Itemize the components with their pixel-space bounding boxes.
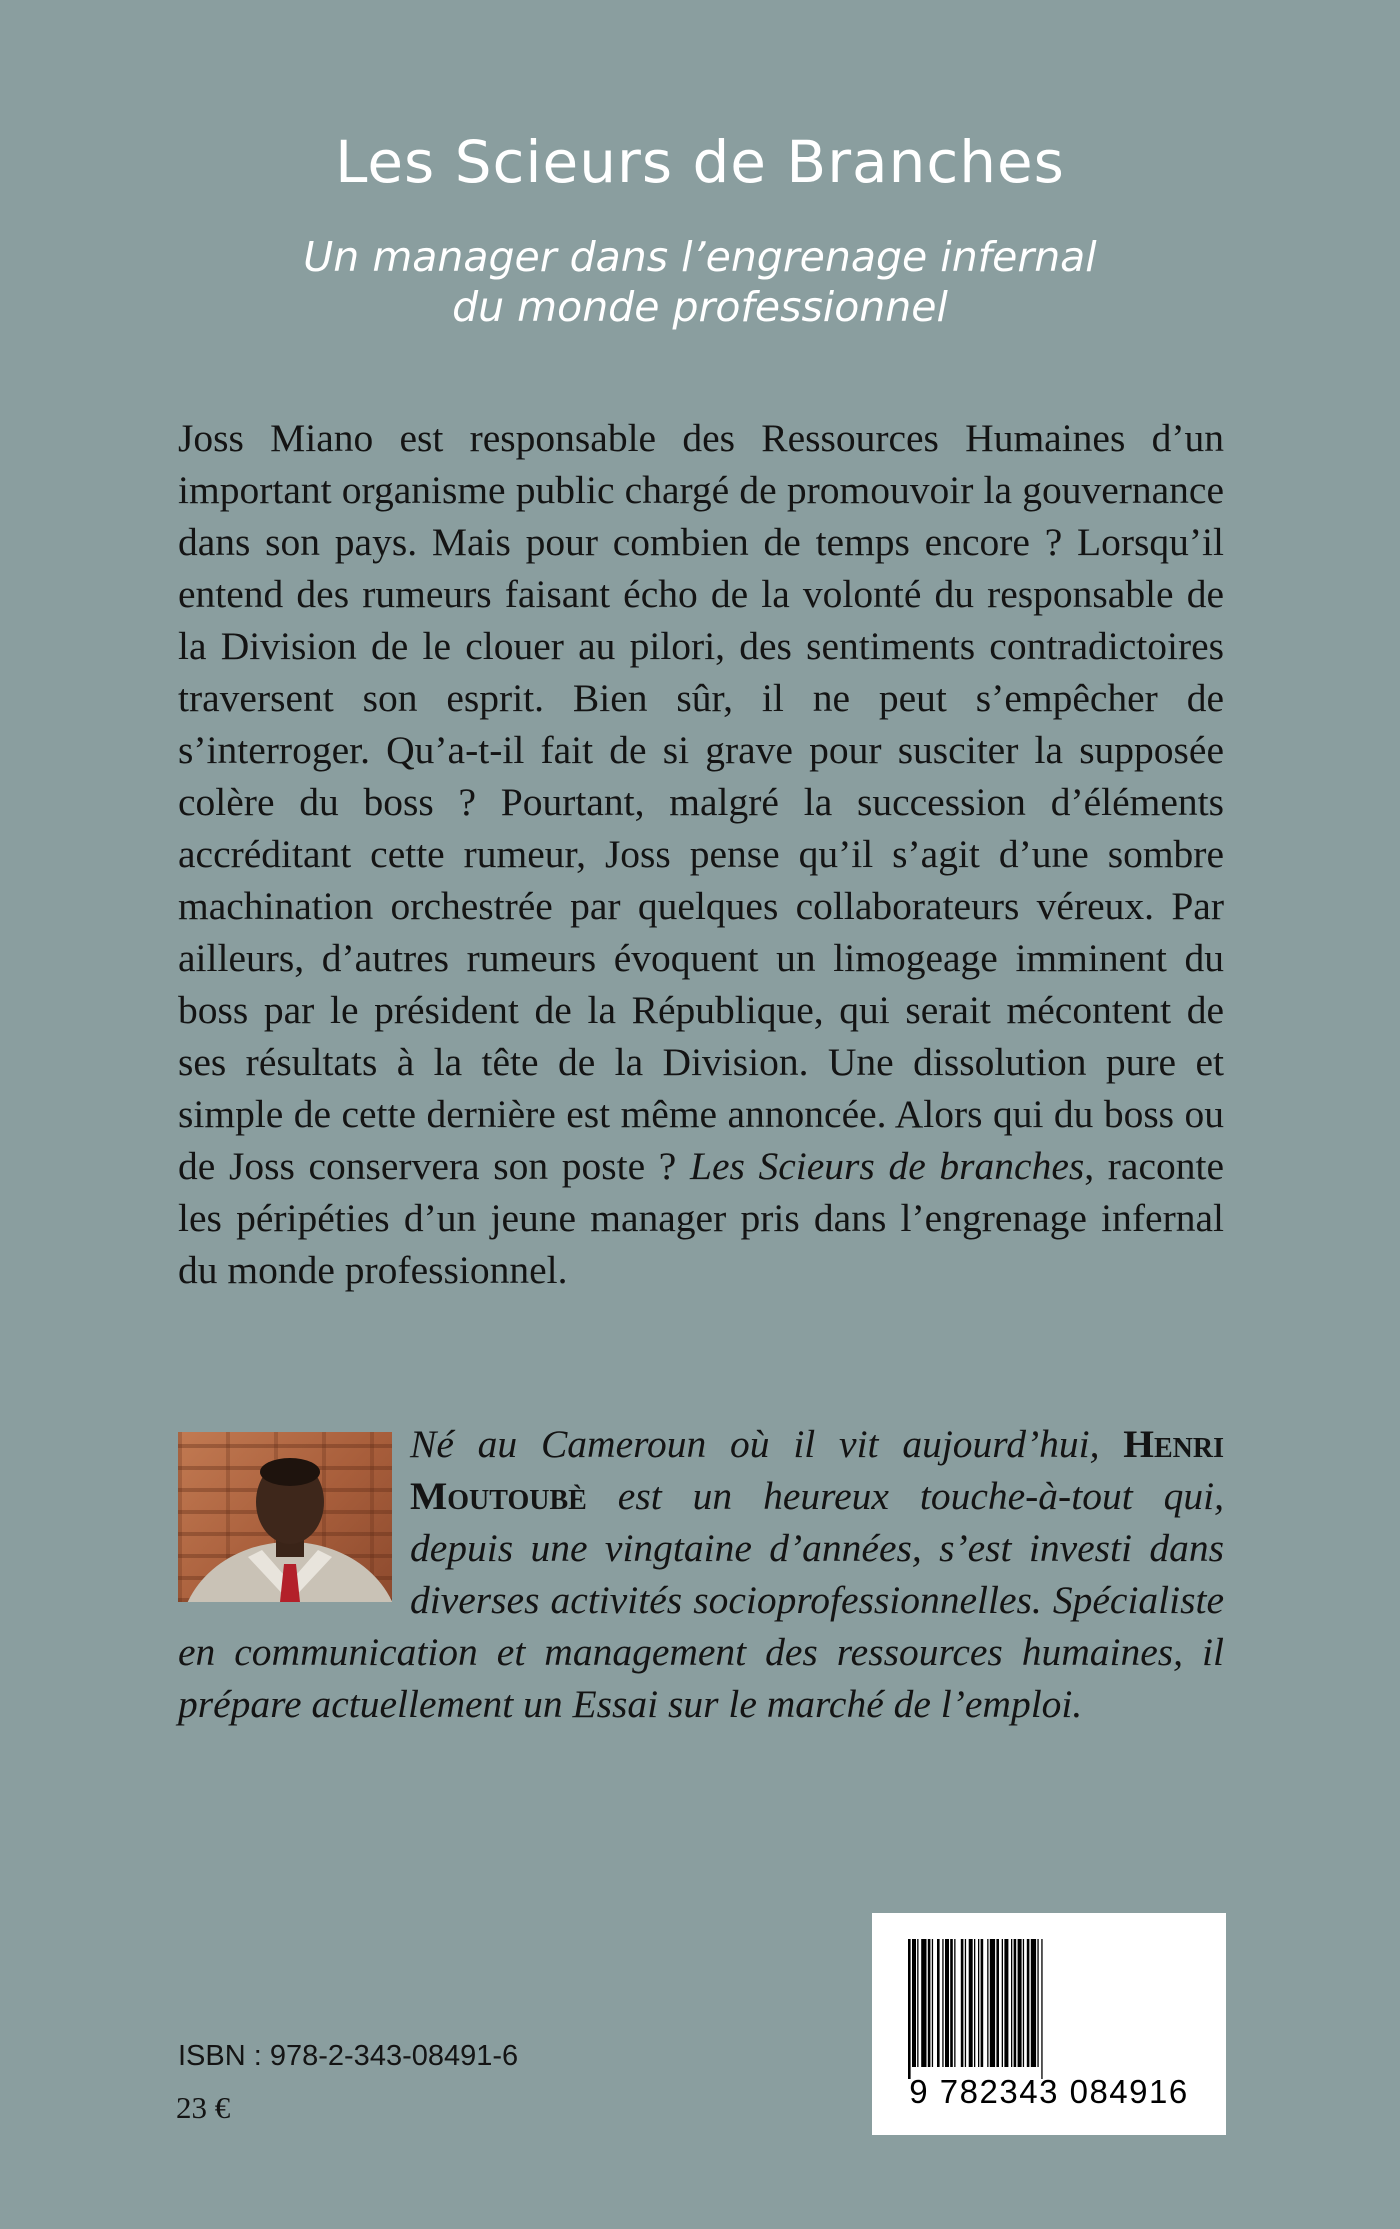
barcode-bar <box>996 1939 999 2067</box>
barcode-bar <box>990 1939 995 2067</box>
barcode-bar <box>1014 1939 1017 2067</box>
barcode-bar <box>974 1939 975 2067</box>
isbn-label: ISBN : 978-2-343-08491-6 <box>178 2040 519 2072</box>
barcode-bar <box>937 1939 940 2067</box>
barcode-bar <box>1023 1939 1024 2067</box>
barcode-bar <box>1041 1939 1042 2079</box>
barcode-bar <box>961 1939 964 2067</box>
barcode-bar <box>945 1939 949 2067</box>
price-label: 23 € <box>176 2090 231 2125</box>
barcode-bar <box>1031 1939 1036 2067</box>
barcode <box>872 1913 1226 2135</box>
barcode-bar <box>942 1939 943 2067</box>
book-subtitle-line-1: Un manager dans l’engrenage infernal <box>303 233 1097 281</box>
author-bio <box>178 1418 1224 1730</box>
barcode-bar <box>928 1939 931 2067</box>
barcode-bar <box>978 1939 979 2067</box>
barcode-bar <box>1018 1939 1022 2067</box>
barcode-bar <box>1037 1939 1038 2067</box>
barcode-bar <box>950 1939 953 2067</box>
barcode-bar <box>1027 1939 1030 2067</box>
barcode-bar <box>917 1939 918 2067</box>
barcode-bar <box>912 1939 916 2067</box>
barcode-bar <box>954 1939 955 2067</box>
barcode-bar <box>987 1939 988 2067</box>
barcode-bar <box>981 1939 984 2067</box>
barcode-bar <box>908 1939 911 2079</box>
summary-title-reference: Les Scieurs de branches <box>689 1144 1085 1188</box>
barcode-bar <box>1004 1939 1008 2067</box>
summary-paragraph <box>178 412 1224 1296</box>
barcode-bar <box>969 1939 973 2067</box>
author-bio-start: Né au Cameroun où il vit aujourd’hui, <box>410 1422 1124 1466</box>
barcode-bar <box>921 1939 926 2067</box>
barcode-digits: 9 782343 084916 <box>909 2073 1189 2110</box>
author-bio-end: est un heureux touche-à-tout qui, depuis une vingtaine d’années, s’est investi dans diverses activités socioprofessionnelles. Spécialiste en communication et management des ressources humaines, il prépare actuellement un Essai sur le marché de l’emploi. <box>178 1474 1224 1726</box>
summary-text-start: Joss Miano est responsable des Ressources Humaines d’un important organisme public chargé de promouvoir la gouvernance dans son pays. Mais pour combien de temps encore ? Lorsqu’il entend des rumeurs faisant écho de la volonté du responsable de la Division de le clouer au pilori, des sentiments contradictoires traversent son esprit. Bien sûr, il ne peut s’empêcher de s’interroger. Qu’a-t-il fait de si grave pour susciter la supposée colère du boss ? Pourtant, malgré la succession d’éléments accréditant cette rumeur, Joss pense qu’il s’agit d’une sombre machination orchestrée par quelques collaborateurs véreux. Par ailleurs, d’autres rumeurs évoquent un limogeage imminent du boss par le président de la République, qui serait mécontent de ses résultats à la tête de la Division. Une dissolution pure et simple de cette dernière est même annoncée. Alors qui du boss ou de Joss conservera son poste ? <box>178 416 1224 1188</box>
author-name: Henri Moutoubè <box>410 1422 1224 1518</box>
barcode-bar <box>932 1939 933 2067</box>
book-subtitle-line-2: du monde professionnel <box>452 283 948 331</box>
barcode-bar <box>965 1939 966 2067</box>
book-title: Les Scieurs de Branches <box>335 128 1065 196</box>
barcode-bar <box>1002 1939 1003 2067</box>
barcode-bar <box>1011 1939 1012 2067</box>
summary-text-end: , raconte les péripéties d’un jeune manager pris dans l’engrenage infernal du monde professionnel. <box>178 1144 1224 1292</box>
